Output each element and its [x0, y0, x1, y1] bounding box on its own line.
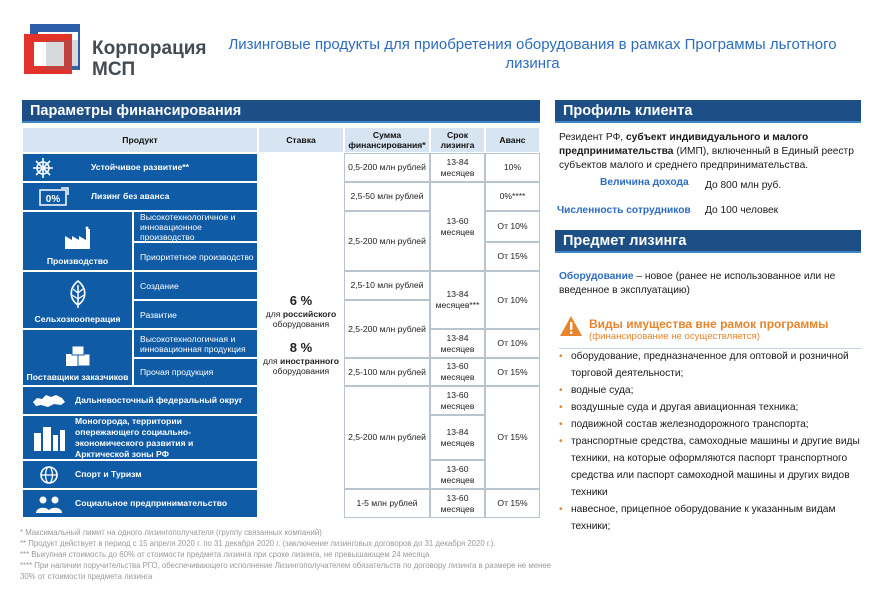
income-value: До 800 млн руб.: [705, 180, 782, 191]
product-label: Лизинг без аванса: [91, 191, 170, 201]
advance-cell: От 10%: [485, 271, 540, 329]
term-cell: 13-60 месяцев: [430, 460, 485, 489]
product-monotowns: [22, 415, 258, 460]
excluded-title: Виды имущества вне рамок программы: [589, 317, 829, 331]
product-label: Социальное предпринимательство: [75, 498, 228, 508]
footnotes: [20, 527, 560, 582]
factory-icon: [63, 226, 93, 252]
financing-section-title: Параметры финансирования: [22, 100, 540, 123]
page-title: Лизинговые продукты для приобретения оборудования в рамках Программы льготного лизинга: [228, 36, 837, 72]
term-cell: 13-84 месяцев: [430, 329, 485, 358]
subproduct-hitech-products: Высокотехнологичная и инновационная продукция: [133, 329, 258, 358]
product-no-advance: [22, 182, 258, 211]
footnote: **** При наличии поручительства РГО, обеспечивающего исполнение Лизингополучателем обязательств по договору лизинга в размере не менее 30% от стоимости предмета лизинга: [20, 561, 552, 581]
list-item: • водные суда;: [559, 382, 862, 399]
client-description: Резидент РФ, субъект индивидуального и малого предпринимательства (ИМП), включенный в Единый реестр субъектов малого и среднего предпринимательства.: [559, 132, 854, 171]
equipment-description: Оборудование – новое (ранее не использованное или не введенное в эксплуатацию): [559, 271, 836, 296]
equipment-label: Оборудование: [559, 271, 634, 282]
globe-icon: [23, 465, 75, 485]
advance-cell: От 10%: [485, 211, 540, 242]
header-rate: Ставка: [258, 127, 344, 153]
amount-cell: 0,5-200 млн рублей: [344, 153, 430, 182]
footnote: *** Выкупная стоимость до 60% от стоимости предмета лизинга при сроке лизинга, не превышающем 24 месяца: [20, 550, 430, 559]
helm-icon: [23, 157, 63, 179]
excluded-subtitle: (финансирование не осуществляется): [589, 331, 760, 342]
subproduct-other-products: Прочая продукция: [133, 358, 258, 386]
income-label: Величина дохода: [600, 177, 689, 188]
product-sport-tourism: [22, 460, 258, 489]
advance-cell: 10%: [485, 153, 540, 182]
term-cell: 13-60 месяцев: [430, 386, 485, 415]
product-agriculture: [22, 271, 133, 329]
advance-cell: От 15%: [485, 242, 540, 271]
amount-cell: 2,5-200 млн рублей: [344, 386, 430, 489]
list-item: • подвижной состав железнодорожного транспорта;: [559, 416, 862, 433]
advance-cell: 0%****: [485, 182, 540, 211]
amount-cell: 1-5 млн рублей: [344, 489, 430, 518]
list-item: • транспортные средства, самоходные машины и другие виды техники, на которые оформляются паспорт транспортного средства или паспорт самоходной машины и других видов техники: [559, 433, 862, 501]
map-icon: [23, 393, 75, 409]
product-suppliers: [22, 329, 133, 386]
term-cell: 13-84 месяцев: [430, 153, 485, 182]
advance-cell: От 15%: [485, 358, 540, 386]
warning-icon: [559, 315, 583, 337]
product-label: Поставщики заказчиков: [26, 372, 129, 382]
advance-cell: От 15%: [485, 386, 540, 489]
svg-text:0%: 0%: [45, 193, 61, 205]
boxes-icon: [64, 346, 92, 370]
product-social-business: [22, 489, 258, 518]
rate-foreign-value: 8 %: [289, 339, 313, 355]
people-icon: [23, 494, 75, 514]
rate-cell: [258, 153, 344, 518]
amount-cell: 2,5-50 млн рублей: [344, 182, 430, 211]
subproduct-hitech-production: Высокотехнологичное и инновационное производство: [133, 211, 258, 242]
logo-text: Корпорация МСП: [92, 38, 207, 80]
amount-cell: 2,5-10 млн рублей: [344, 271, 430, 300]
staff-value: До 100 человек: [705, 205, 779, 216]
term-cell: 13-60 месяцев: [430, 182, 485, 271]
product-sustainable: [22, 153, 258, 182]
excluded-list: [559, 348, 862, 535]
term-cell: 13-84 месяцев***: [430, 271, 485, 329]
advance-cell: От 15%: [485, 489, 540, 518]
staff-label: Численность сотрудников: [557, 205, 691, 216]
subproduct-development: Развитие: [133, 300, 258, 329]
list-item: • воздушные суда и другая авиационная техника;: [559, 399, 862, 416]
client-section-title: Профиль клиента: [555, 100, 861, 123]
term-cell: 13-60 месяцев: [430, 358, 485, 386]
header-advance: Аванс: [485, 127, 540, 153]
list-item: • оборудование, предназначенное для оптовой и розничной торговой деятельности;: [559, 348, 862, 382]
city-icon: [23, 425, 75, 451]
header-product: Продукт: [22, 127, 258, 153]
product-label: Сельхозкооперация: [34, 314, 121, 324]
list-item: • навесное, прицепное оборудование к указанным видам техники;: [559, 501, 862, 535]
subproduct-creation: Создание: [133, 271, 258, 300]
product-production: [22, 211, 133, 271]
leaf-icon: [65, 279, 91, 311]
footnote: ** Продукт действует в период с 15 апреля 2020 г. по 31 декабря 2020 г. (заключение лизинговых договоров до 31 декабря 2020 г.).: [20, 539, 496, 548]
amount-cell: 2,5-200 млн рублей: [344, 211, 430, 271]
footnote: * Максимальный лимит на одного лизингополучателя (группу связанных компаний): [20, 528, 322, 537]
product-far-east: [22, 386, 258, 415]
product-label: Устойчивое развитие**: [91, 162, 190, 172]
rate-russian-value: 6 %: [289, 292, 313, 308]
header-amount: Сумма финансирования*: [344, 127, 430, 153]
amount-cell: 2,5-200 млн рублей: [344, 300, 430, 358]
term-cell: 13-60 месяцев: [430, 489, 485, 518]
term-cell: 13-84 месяцев: [430, 415, 485, 460]
product-label: Производство: [46, 256, 109, 266]
product-label: Моногорода, территории опережающего социально-экономического развития и Арктической зоны РФ: [75, 415, 194, 459]
subject-section-title: Предмет лизинга: [555, 230, 861, 253]
rate-russian-note: для российского оборудования: [265, 308, 337, 329]
subproduct-priority-production: Приоритетное производство: [133, 242, 258, 271]
header-term: Срок лизинга: [430, 127, 485, 153]
product-label: Спорт и Туризм: [75, 469, 142, 479]
product-label: Дальневосточный федеральный округ: [75, 395, 243, 405]
rate-foreign-note: для иностранного оборудования: [262, 355, 340, 376]
amount-cell: 2,5-100 млн рублей: [344, 358, 430, 386]
zero-percent-icon: [23, 187, 85, 207]
advance-cell: От 10%: [485, 329, 540, 358]
